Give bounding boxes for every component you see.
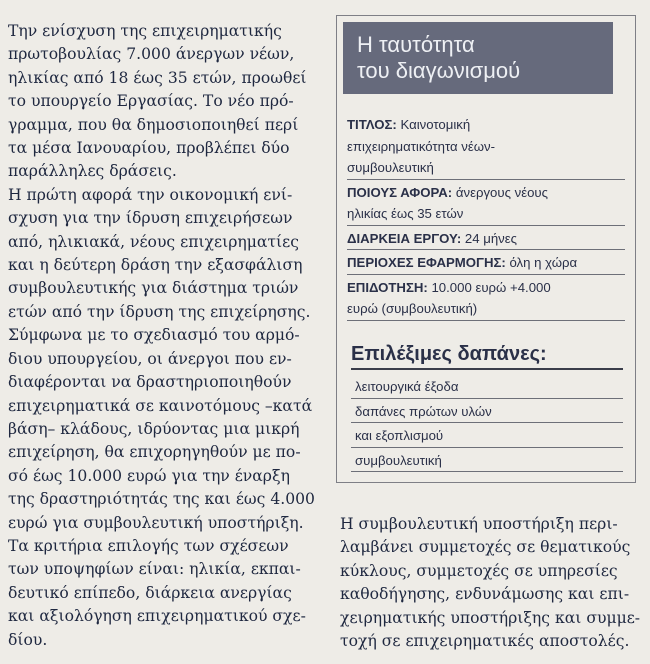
fact-value: ηλικίας έως 35 ετών — [347, 206, 464, 221]
fact-value: επιχειρηματικότητα νέων- — [347, 138, 496, 154]
article-line: χειρηματικής υποστήριξης και συμμε- — [340, 608, 641, 627]
article-line: σό έως 10.000 ευρώ για την έναρξη — [8, 466, 290, 485]
article-left-column — [8, 20, 328, 652]
article-line: Η συμβουλευτική υποστήριξη περι- — [340, 515, 618, 533]
article-line: των υποψηφίων είναι: ηλικία, εκπαι- — [8, 560, 301, 579]
facts-list — [347, 114, 625, 323]
fact-line — [347, 203, 625, 225]
cost-item: συμβουλευτική — [351, 450, 623, 473]
article-line: παράλληλες δράσεις. — [8, 162, 177, 181]
fact-line — [347, 228, 625, 250]
fact-value: Καινοτομική — [396, 117, 471, 132]
fact-line — [347, 157, 625, 179]
eligible-costs-list — [351, 376, 623, 474]
fact-value: 24 μήνες — [461, 230, 518, 246]
fact-value: συμβουλευτική — [347, 160, 434, 175]
fact-row — [347, 252, 625, 275]
fact-value: 10.000 ευρώ +4.000 — [427, 279, 551, 295]
fact-label: ΠΕΡΙΟΧΕΣ ΕΦΑΡΜΟΓΗΣ: — [347, 255, 506, 270]
article-line: σχυση για την ίδρυση επιχειρήσεων — [8, 209, 293, 228]
article-right-column — [340, 513, 640, 653]
fact-line — [347, 114, 625, 136]
fact-line — [347, 298, 625, 320]
article-line: ηλικίας από 18 έως 35 ετών, προωθεί — [8, 68, 307, 87]
fact-label: ΠΟΙΟΥΣ ΑΦΟΡΑ: — [347, 184, 453, 200]
article-line: δευτικό επίπεδο, διάρκεια ανεργίας — [8, 583, 292, 602]
article-line: κύκλους, συμμετοχές σε υπηρεσίες — [340, 561, 618, 580]
article-line: λαμβάνει συμμετοχές σε θεματικούς — [340, 538, 631, 557]
info-box-title-line2: του διαγωνισμού — [357, 58, 521, 83]
article-line: τοχή σε επιχειρηματικές αποστολές. — [340, 632, 630, 651]
article-line: Τα κριτήρια επιλογής των σχέσεων — [8, 536, 289, 555]
cost-item: δαπάνες πρώτων υλών — [351, 401, 623, 424]
eligible-costs-heading: Επιλέξιμες δαπάνες: — [351, 343, 623, 370]
article-line: Η πρώτη αφορά την οικονομική ενί- — [8, 185, 293, 204]
article-line: ετών από την ίδρυση της επιχείρησης. — [8, 302, 311, 321]
fact-label: ΤΙΤΛΟΣ: — [347, 117, 397, 132]
fact-row — [347, 228, 625, 251]
article-line: επιχείρηση, θα επιχορηγηθούν με πο- — [8, 443, 301, 462]
article-line: τα μέσα Ιανουαρίου, προβλέπει δύο — [8, 139, 290, 158]
cost-item: και εξοπλισμού — [351, 425, 623, 448]
fact-row — [347, 182, 625, 226]
article-line: διαφέρονται να δραστηριοποιηθούν — [8, 373, 292, 392]
article-line: διου υπουργείου, οι άνεργοι που εν- — [8, 349, 292, 368]
article-line: από, ηλικιακά, νέους επιχειρηματίες — [8, 232, 299, 251]
cost-item: λειτουργικά έξοδα — [351, 376, 623, 399]
fact-row — [347, 114, 625, 180]
info-box — [336, 15, 636, 483]
article-line: Σύμφωνα με το σχεδιασμό του αρμό- — [8, 326, 300, 345]
info-box-title-line1: Η ταυτότητα — [357, 32, 475, 57]
article-line: καθοδήγησης, ενδυνάμωσης και επι- — [340, 585, 630, 604]
article-line: ευρώ για συμβουλευτική υποστήριξη. — [8, 513, 304, 532]
fact-row — [347, 277, 625, 321]
fact-line — [347, 277, 625, 299]
article-line: και η δεύτερη δράση την εξασφάλιση — [8, 256, 303, 275]
article-line: συμβουλευτικής για διάστημα τριών — [8, 279, 299, 298]
article-line: επιχειρηματικά σε καινοτόμους –κατά — [8, 396, 313, 415]
article-line: βάση– κλάδους, ιδρύοντας μια μικρή — [8, 419, 300, 438]
fact-label: ΔΙΑΡΚΕΙΑ ΕΡΓΟΥ: — [347, 230, 462, 246]
article-line: το υπουργείο Εργασίας. Το νέο πρό- — [8, 92, 294, 111]
fact-line — [347, 252, 625, 274]
article-line: της δραστηριότητάς της και έως 4.000 — [8, 490, 315, 509]
fact-line — [347, 182, 625, 204]
fact-line — [347, 136, 625, 158]
article-line: πρωτοβουλίας 7.000 άνεργων νέων, — [8, 45, 295, 64]
article-line: Την ενίσχυση της επιχειρηματικής — [8, 22, 282, 40]
fact-value: ευρώ (συμβουλευτική) — [347, 301, 478, 316]
article-line: δίου. — [8, 630, 48, 649]
article-line: και αξιολόγηση επιχειρηματικού σχε- — [8, 607, 306, 626]
fact-value: όλη η χώρα — [505, 255, 578, 270]
info-box-title — [343, 22, 613, 94]
article-line: γραμμα, που θα δημοσιοποιηθεί περί — [8, 115, 299, 134]
fact-value: άνεργους νέους — [452, 184, 548, 200]
fact-label: ΕΠΙΔΟΤΗΣΗ: — [347, 279, 428, 295]
